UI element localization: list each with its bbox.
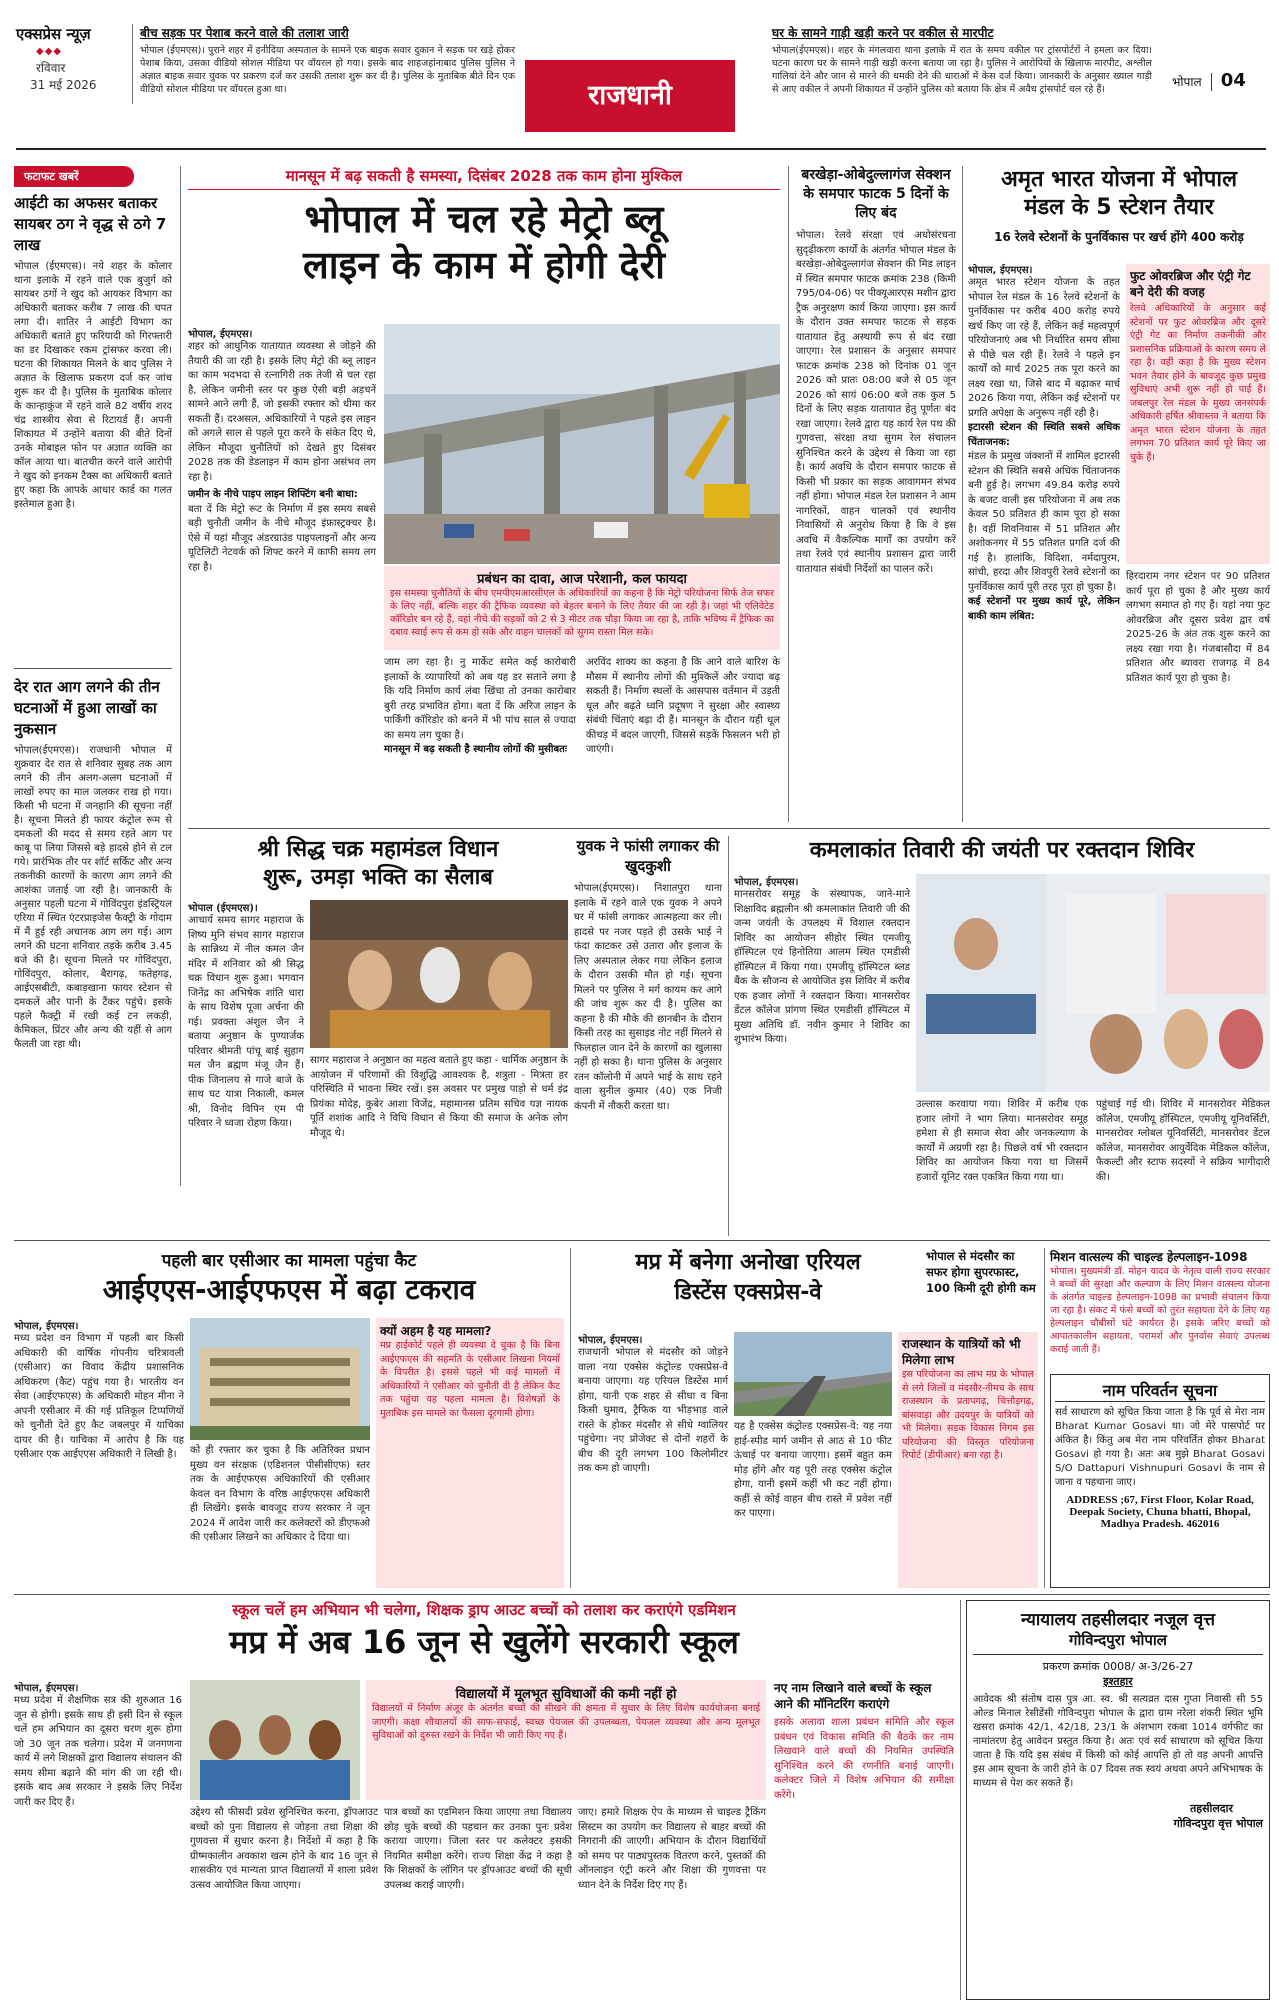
aerial-side: भोपाल से मंदसौर का सफर होगा सुपरफास्ट, 100 किमी दूरी होगी कम: [926, 1249, 1036, 1295]
school-children-image: [190, 1680, 360, 1800]
notice-title: नाम परिवर्तन सूचना: [1055, 1379, 1265, 1402]
kamla-text: मानसरोवर समूह के संस्थापक, जाने-माने शिक्षाविद ब्रह्मलीन श्री कमलाकांत तिवारी जी की जन्म जयंती के उपलक्ष्य में विशाल रक्तदान शिविर का आयोजन सीहोर स्थित एमजीयू हॉस्पिटल एवं हिनोतिया आलम स्थित एमडीसी हॉस्पिटल में किया गया। एमजीयू हॉस्पिटल ब्लड बैंक के सौजन्य से आयोजित इस शिविर में करीब एक हजार लोगों ने रक्तदान किया। मानसरोवर डेंटल कॉलेज प्रांगण स्थित एमडीसी हॉस्पिटल में मुख्य अतिथि डॉ. नवीन कुमार ने शिविर का शुभारंभ किया।: [734, 889, 910, 1045]
mission-text: भोपाल। मुख्यमंत्री डॉ. मोहन यादव के नेतृत्व वाली राज्य सरकार ने बच्चों की सुरक्षा और कल्याण के लिए मिशन वात्सल्य योजना के अंतर्गत चाइल्ड हेल्पलाइन-1098 का प्रभावी संचालन किया जा रहा है। संकट में फंसे बच्चों को तुरंत सहायता देने के लिए यह हेल्पलाइन चौबीसों घंटे कार्यरत है। इसके जरिए बच्चों को आपातकालीन सहायता, परामर्श और पुनर्वास सेवाएं उपलब्ध कराई जाती हैं।: [1050, 1266, 1270, 1355]
acr-story: [14, 1248, 564, 1588]
acr-text2: को ही रफ्तार कर चुका है कि अतिरिक्त प्रधान मुख्य वन संरक्षक (एडिशनल पीसीसीएफ) स्तर तक के आईएफएस अधिकारियों की एसीआर केवल वन विभाग के वरिष्ठ आईएफएस अधिकारी ही लिखेंगे। इसके बावजूद राज्य सरकार ने जून 2024 में आदेश जारी कर कलेक्टरों को डीएफओ की एसीआर लिखने का अधिकार दे दिया था।: [190, 1445, 370, 1543]
aerial-text: राजधानी भोपाल से मंदसौर को जोड़ने वाला नया एक्सेस कंट्रोल्ड एक्सप्रेस-वे बनाया जाएगा। यह एरियल डिस्टेंस मार्ग होगा, यानी एक शहर से सीधा व बिना किसी घुमाव, ट्रैफिक या भीड़भाड़ वाले रास्ते के होकर मंदसौर से सीधे ग्वालियर पहुंचेगा। नए प्रोजेक्ट से दोनों शहरों के बीच की दूरी लगभग 100 किलोमीटर तक कम हो जाएगी।: [578, 1347, 728, 1474]
metro-sub2: मानसून में बढ़ सकती है स्थानीय लोगों की मुसीबतः: [384, 744, 567, 755]
issue-day: रविवार: [36, 61, 66, 75]
brief-left-title: बीच सड़क पर पेशाब करने वाले की तलाश जारी: [140, 26, 349, 40]
metro-photo: [384, 324, 780, 564]
masthead: [0, 0, 1279, 150]
kharkheda-story: [796, 166, 956, 822]
metro-construction-image: [384, 324, 780, 564]
folio-page: 04: [1220, 70, 1246, 91]
metro-caption-box: [384, 566, 780, 650]
metro-text-col1: [188, 326, 376, 816]
aerial-title-1: मप्र में बनेगा अनोखा एरियल: [635, 1250, 861, 1275]
metro-text-col2: [384, 656, 576, 816]
aerial-callout: [734, 1420, 892, 1588]
court-label: इश्तहार: [1103, 1675, 1133, 1688]
court-title-2: गोविन्दपुरा भोपाल: [973, 1630, 1263, 1655]
fatafat-label: फटाफट खबरें: [14, 166, 134, 187]
siddh-byline: भोपाल (ईएमएस)।: [188, 903, 258, 914]
brief-right-title: घर के सामने गाड़ी खड़ी करने पर वकील से मारपीट: [772, 26, 994, 40]
metro-col1b-text: बता दें कि मेट्रो रूट के निर्माण में इस समय सबसे बड़ी चुनौती जमीन के नीचे मौजूद इंफ्रास्ट्रक्चर है। ऐसे में यहां मौजूद अंडरग्राउंड पाइपलाइनों और अन्य यूटिलिटी नेटवर्क को शिफ्ट करने में काफी समय लग रहा है।: [188, 503, 376, 573]
acr-text: मध्य प्रदेश वन विभाग में पहली बार किसी अधिकारी की वार्षिक गोपनीय चरित्रावली (एसीआर) का विवाद केंद्रीय प्रशासनिक अधिकरण (कैट) पहुंच गया है। भारतीय वन सेवा (आईएफएस) के अधिकारी मोहन मीना ने अपनी एसीआर में की गई प्रतिकूल टिप्पणियों को चुनौती देते हुए कैट जबलपुर में याचिका दायर की है। याचिका में आरोप है कि यह एसीआर एक आईएएस अधिकारी ने लिखी है।: [14, 1333, 184, 1460]
acr-building-image: [190, 1318, 370, 1440]
aerial-photo: [734, 1332, 892, 1416]
school-col4: [578, 1806, 766, 2000]
siddh-col1: [188, 900, 304, 1230]
aerial-box-text: इस परियोजना का लाभ मप्र के भोपाल से लगे जिलों व मंदसौर-नीमच के साथ राजस्थान के प्रतापगढ़, चित्तौड़गढ़, बांसवाड़ा और उदयपुर के यात्रियों को भी मिलेगा। सड़क विकास निगम इस परियोजना की विस्तृत परियोजना रिपोर्ट (डीपीआर) बना रहा है।: [902, 1369, 1034, 1461]
kamla-col2: [916, 1098, 1088, 1230]
school-box-title: विद्यालयों में मूलभूत सुविधाओं की कमी नहीं हो: [455, 1687, 677, 1702]
yuvak-text: भोपाल(ईएमएस)। निशातपुरा थाना इलाके में रहने वाले एक युवक ने अपने घर में फांसी लगाकर आत्महत्या कर ली। हादसे पर नजर पड़ते ही उसके भाई ने फंदा काटकर उसे उतारा और इलाज के लिए अस्पताल लेकर गया लेकिन इलाज के दौरान उसकी मौत हो गई। सूचना मिलने पर पुलिस ने मर्ग कायम कर आगे की जांच शुरू कर दी है। पुलिस का कहना है की मौके की छानबीन के दौरान किसी तरह का सुसाइड नोट नहीं मिलने से फिलहाल जान देने के कारणों का खुलासा नहीं हो सका है। थाना पुलिस के अनुसार रतन कॉलोनी में अपने भाई के साथ रहने वाला सुनील कुमार (40) एक निजी कंपनी में नौकरी करता था।: [574, 883, 722, 1112]
school-side: [774, 1680, 954, 2000]
siddh-text: आचार्य समय सागर महाराज के शिष्य मुनि संभव सागर महाराज के सान्निध्य में नील कमल जैन मंदिर में शनिवार को श्री सिद्ध चक्र विधान शुरू हुआ। भगवान जिनेंद्र का अभिषेक शांति धारा के साथ विशेष पूजा अर्चना की गई। प्रवक्ता अंशुल जैन ने बताया अनुष्ठान के पुण्यार्जक परिवार श्रीमती पांचू बाई सुहाग मल जैन ब्रह्मण मंजू जैन हैं। पीक जिनालय से गाजे बाजे के साथ घट यात्रा निकाली, कमल श्री, विनोद विपिन एम पी परिवार ने ध्वजा रोहण किया।: [188, 915, 304, 1129]
school-byline: भोपाल, ईएमएस।: [14, 1683, 79, 1694]
amrit-text3: हिरदाराम नगर स्टेशन पर 90 प्रतिशत कार्य पूरा हो चुका है और मुख्य कार्य लगभग समाप्त हो गए हैं। यहां नया फुट ओवरब्रिज और दूसरा प्रवेश द्वार वर्ष 2025-26 के अंत तक शुरू करने का लक्ष्य रखा गया है। गंजबासौदा में 84 प्रतिशत और ब्यावरा राजगढ़ में 84 प्रतिशत कार्य पूरा हो चुका है।: [1126, 571, 1270, 684]
section-label: राजधानी: [525, 60, 735, 132]
amrit-box-text: रेलवे अधिकारियों के अनुसार कई स्टेशनों पर फुट ओवरब्रिज और दूसरे एंट्री गेट का निर्माण तकनीकी और प्रशासनिक प्रक्रियाओं के कारण समय ले रहा है। वहीं कहा है कि मुख्य स्टेशन भवन तैयार होने के बावजूद कुछ प्रमुख सुविधाएं अभी शुरू नहीं हो पाई हैं। जबलपुर रेल मंडल के मुख्य जनसंपर्क अधिकारी हर्षित श्रीवास्तव ने बताया कि अमृत भारत स्टेशन योजना के तहत लगभग 70 प्रतिशत कार्य पूरे किए जा चुके हैं।: [1130, 303, 1266, 463]
aerial-highway-image: [734, 1332, 892, 1416]
aerial-byline: भोपाल, ईएमएस।: [578, 1335, 643, 1346]
court-case: प्रकरण क्रमांक 0008/ अ-3/26-27: [1042, 1660, 1194, 1673]
fatafat-column: [14, 166, 172, 1186]
acr-kicker: पहली बार एसीआर का मामला पहुंचा कैट: [161, 1251, 417, 1271]
acr-col1: [14, 1318, 184, 1588]
metro-caption-text: इस समस्या चुनौतियों के बीच एमपीएमआरसीएल के अधिकारियों का कहना है कि मेट्रो परियोजना सिर्फ तेज सफर के लिए नहीं, बल्कि शहर की ट्रैफिक व्यवस्था को बेहतर बनाने के लिए तैयार की जा रही है। जहां भी एलिवेटेड कॉरिडोर बन रहे हैं, वहां नीचे की सड़कों को 2 से 3 मीटर तक चौड़ा किया जा रहा है, ताकि भविष्य में ट्रैफिक का दबाव स्वाई रूप से कम हो सके और वाहन चालकों को सुगम रास्ता मिल सके।: [390, 588, 774, 638]
acr-title: आईएएस-आईएफएस में बढ़ा टकराव: [102, 1273, 476, 1306]
siddh-story: [188, 836, 568, 1236]
aerial-box: [898, 1332, 1038, 1588]
siddh-ceremony-image: [310, 900, 568, 1048]
court-sign-1: तहसीलदार: [1189, 1802, 1233, 1815]
amrit-story: [968, 166, 1270, 822]
aerial-box-title: राजस्थान के यात्रियों को भी मिलेगा लाभ: [902, 1337, 1021, 1367]
amrit-title-2: मंडल के 5 स्टेशन तैयार: [1024, 195, 1214, 220]
issue-date: 31 मई 2026: [30, 78, 97, 92]
amrit-col1: [968, 262, 1120, 662]
school-kicker: स्कूल चलें हम अभियान भी चलेगा, शिक्षक ड्राप आउट बच्चों को तलाश कर कराएंगे एडमिशन: [232, 1601, 736, 1619]
metro-col2-text: जाम लग रहा है। नु मार्केट समेत कई कारोबारी इलाकों के व्यापारियों को अब यह डर सताने लगा है कि यदि निर्माण कार्य लंबा खिंचा तो उनका कारोबार बुरी तरह प्रभावित होगा। बता दें कि अरिज लाइन के पार्किंगी कॉरिडोर को बनने में भी पांच साल से ज्यादा का समय लग चुका है।: [384, 657, 576, 741]
siddh-title-1: श्री सिद्ध चक्र महामंडल विधान: [257, 837, 499, 862]
yuvak-title: युवक ने फांसी लगाकर की खुदकुशी: [576, 837, 720, 875]
name-change-notice: [1050, 1374, 1270, 1588]
aerial-story: [578, 1248, 1038, 1588]
brief-left-text: भोपाल (ईएमएस)। पुराने शहर में हनीदिया अस्पताल के सामने एक बाइक सवार दुकान ने सड़क पर खड़े होकर पेशाब किया, उसका वीडियो सोशल मीडिया पर वॉयरल हो गया। इसके बाद शाहजहांनाबाद पुलिस पुलिस ने अज्ञात बाइक सवार युवक पर प्रकरण दर्ज कर उसकी तलाश शुरू कर दी है। पुलिस के मुताबिक बीते दिन एक वीडियो सोशल मीडिया पर वॉयरल हुआ था।: [140, 45, 515, 95]
kamla-photo: [916, 874, 1270, 1092]
amrit-col3: [1126, 570, 1270, 820]
metro-title-1: भोपाल में चल रहे मेट्रो ब्लू: [304, 197, 664, 241]
school-text3: पात्र बच्चों का एडमिशन किया जाएगा तथा विद्यालय छोड़ चुके बच्चों की पहचान कर उनका पुनः प्रवेश कराया जाएगा। जिला स्तर पर कलेक्टर इसकी नियमित समीक्षा करेंगे। राज्य शिक्षा केंद्र ने कहा है कि शिक्षकों के लॉगिन पर ड्रॉपआउट बच्चों की सूची उपलब्ध कराई जाएगी।: [384, 1807, 572, 1891]
metro-col3-text: अरविंद शाक्य का कहना है कि आने वाले बारिश के मौसम में स्थानीय लोगों की मुश्किलें और ज्यादा बढ़ सकती हैं। निर्माण स्थलों के आसपास वर्तमान में उड़ती धूल और बढ़ते ध्वनि प्रदूषण ने सुरक्षा और स्वास्थ्य संबंधी चिंताएं बढ़ा दी हैं। मानसून के दौरान यही धूल कीचड़ में बदल जाएगी, जिससे सड़कें फिसलन भरी हो जाएंगी।: [586, 657, 780, 755]
acr-box: [376, 1318, 564, 1588]
amrit-box-title: फुट ओवरब्रिज और एंट्री गेट बने देरी की वजह: [1130, 269, 1251, 299]
school-col3: [384, 1806, 572, 2000]
amrit-text2: मंडल के प्रमुख जंक्शनों में शामिल इटारसी स्टेशन की स्थिति सबसे अधिक चिंताजनक बनी हुई है। लगभग 49.84 करोड़ रुपये के बजट वाली इस परियोजना में अब तक केवल 50 प्रतिशत ही काम पूरा हो सका है। वहीं शिवनिवास में 51 प्रतिशत और अशोकनगर में 55 प्रतिशत प्रगति दर्ज की गई है। हालांकि, विदिशा, नर्मदापुरम, सांची, हरदा और शिवपुरी रेलवे स्टेशनों का पुनर्विकास कार्य पूरी तरह पूरा हो चुका है।: [968, 451, 1120, 593]
kamla-title: कमलाकांत तिवारी की जयंती पर रक्तदान शिविर: [809, 838, 1195, 863]
metro-kicker: मानसून में बढ़ सकती है समस्या, दिसंबर 2028 तक काम होना मुश्किल: [188, 166, 780, 190]
aerial-title-2: डिस्टेंस एक्सप्रेस-वे: [674, 1280, 822, 1305]
mission-story: [1050, 1248, 1270, 1368]
notice-text: सर्व साधारण को सूचित किया जाता है कि पूर्व से मेरा नाम Bharat Kumar Gosavi था। जो मेरे पासपोर्ट पर अंकित है। किंतु अब मेरा नाम परिवर्तित होकर Bharat Gosavi हो गया है। अतः अब मुझे Bharat Gosavi S/O Dattapuri Vishnupuri Gosavi के नाम से जाना व पहचाना जाए।: [1055, 1407, 1265, 1488]
amrit-deck: 16 रेलवे स्टेशनों के पुनर्विकास पर खर्च होंगे 400 करोड़: [994, 230, 1244, 244]
aerial-callout-text: यह है एक्सेस कंट्रोल्ड एक्सप्रेस-वे: यह नया हाई-स्पीड मार्ग जमीन से आठ से 10 फीट ऊंचाई पर बनाया जाएगा। इसमें बहुत कम मोड़ होंगे और यह पूरी तरह एक्सेस कंट्रोल होगा, यानी इसमें कहीं भी कट नहीं होगा। कहीं से कोई वाहन बीच रास्ते में प्रवेश नहीं कर पाएगा।: [734, 1421, 892, 1519]
kamla-blood-donation-image: [916, 874, 1270, 1092]
kamla-text2: उल्लास करवाया गया। शिविर में करीब एक हजार लोगों ने भाग लिया। मानसरोवर समूह हमेशा से ही समाज सेवा और जनकल्याण के कार्यों में अग्रणी रहा है। पिछले वर्ष भी रक्तदान शिविर का आयोजन किया गया था जिसमें हजारों यूनिट रक्त एकत्रित किया गया था।: [916, 1099, 1088, 1183]
amrit-title-1: अमृत भारत योजना में भोपाल: [1001, 167, 1237, 192]
metro-story: [188, 166, 780, 822]
court-sign-2: गोविन्दपुरा वृत्त भोपाल: [1173, 1817, 1263, 1830]
kamla-story: [734, 836, 1270, 1236]
amrit-box: [1126, 264, 1270, 564]
amrit-sub2: कई स्टेशनों पर मुख्य कार्य पूरे, लेकिन बाकी काम लंबित:: [968, 596, 1120, 622]
metro-text-col3: [586, 656, 780, 816]
kharkheda-title: बरखेड़ा-ओबेदुल्लागंज सेक्शन के समपार फाटक 5 दिनों के लिए बंद: [801, 167, 951, 221]
acr-box-text: मप्र हाईकोर्ट पहले ही व्यवस्था दे चुका है कि बिना आईएफएस की सहमति के एसीआर लिखना नियमों के विपरीत है। इससे पहले भी कई मामलों में अधिकारियों ने एसीआर को चुनौती दी है लेकिन कैट तक पहुंचा यह पहला मामला है। विशेषज्ञों के मुताबिक इस मामले का फैसला दूरगामी होगा।: [380, 1340, 560, 1419]
kamla-text3: पहुंचाई गई थी। शिविर में मानसरोवर मेडिकल कॉलेज, एमजीयू हॉस्पिटल, एमजीयू यूनिवर्सिटी, मानसरोवर ग्लोबल यूनिवर्सिटी, मानसरोवर डेंटल कॉलेज, मानसरोवर आयुर्वेदिक मेडिकल कॉलेज, फैकल्टी और स्टाफ सदस्यों ने सक्रिय भागीदारी की।: [1096, 1099, 1270, 1183]
school-text: मध्य प्रदेश में शैक्षणिक सत्र की शुरुआत 16 जून से होगी। इसके साथ ही इसी दिन से स्कूल चलें हम अभियान का दूसरा चरण शुरू होगा जो 30 जून तक चलेगा। प्रदेश में जनगणना कार्य में लगे शिक्षकों द्वारा विद्यालय संचालन की समय सीमा बढ़ाने की मांग की जा रही थी। इसके बाद अब सरकार ने इसके लिए निर्देश जारी कर दिए हैं।: [14, 1695, 182, 1808]
page-folio: [1172, 70, 1272, 100]
aerial-col1: [578, 1332, 728, 1588]
siddh-photo: [310, 900, 568, 1048]
school-text2: उद्देश्य सौ फीसदी प्रवेश सुनिश्चित करना, ड्रॉपआउट बच्चों को पुनः विद्यालय से जोड़ना तथा शिक्षा की गुणवत्ता में सुधार करना है। निर्देशों में कहा है कि ग्रीष्मकालीन अवकाश खत्म होने के बाद 16 जून से शासकीय एवं मान्यता प्राप्त विद्यालयों में शाला प्रवेश उत्सव आयोजित किया जाएगा।: [190, 1807, 378, 1891]
metro-sub1: जमीन के नीचे पाइप लाइन शिफ्टिंग बनी बाधा:: [188, 489, 358, 500]
brief-right-text: भोपाल(ईएमएस)। शहर के मंगलवारा थाना इलाके में रात के समय वकील पर ट्रांसपोर्टरों ने हमला कर दिया। घटना कारण घर के सामने गाड़ी खड़ी करना बताया जा रहा है। पुलिस ने आरोपियों के खिलाफ मारपीट, अश्लील गालियां देने और जान से मारने की धमकी देने की धाराओं में केस दर्ज किया। जानकारी के अनुसार ख्याल गाड़ी से आए वकील ने अपनी शिकायत में उन्होंने पुलिस को बताया कि क्षेत्र में अवैध ट्रांसपोर्ट चल रहे हैं।: [772, 45, 1152, 95]
brand-name: एक्सप्रेस न्यूज़: [16, 25, 91, 43]
aerial-headline: [578, 1248, 918, 1318]
fatafat-story2-title: देर रात आग लगने की तीन घटनाओं में हुआ लाखों का नुकसान: [14, 678, 160, 738]
metro-byline: भोपाल, ईएमएस।: [188, 329, 253, 340]
school-text4: जाए। हमारे शिक्षक ऐप के माध्यम से चाइल्ड ट्रैकिंग सिस्टम का उपयोग कर विद्यालय से बाहर बच्चों की निगरानी की जाएगी। अभियान के दौरान विद्यार्थियों को समय पर पाठ्यपुस्तक वितरण करने, पुस्तकों की ऑनलाइन एंट्री करने और शिक्षा की गुणवत्ता पर ध्यान देने के निर्देश दिए गए हैं।: [578, 1807, 766, 1891]
metro-col1-text: शहर को आधुनिक यातायात व्यवस्था से जोड़ने की तैयारी की जा रही है। इसके लिए मेट्रो की ब्लू लाइन का काम भदभदा से रत्नागिरी तक तेजी से चल रहा है, लेकिन जमीनी स्तर पर कुछ ऐसी बड़ी अड़चनें सामने आने लगी हैं, जो इसकी रफ्तार को धीमा कर सकती हैं। दरअसल, अधिकारियों ने पहले इस लाइन को अगले साल से पहले पूरा करने के संकेत दिए थे, लेकिन मौजूदा चुनौतियों को देखते हुए दिसंबर 2028 तक की डेडलाइन में काम होना असंभव लग रहा है।: [188, 341, 376, 483]
school-photo: [190, 1680, 360, 1800]
school-side-title: नए नाम लिखाने वाले बच्चों के स्कूल आने की मॉनिटरिंग कराएंगे: [774, 1681, 932, 1711]
folio-city: भोपाल: [1172, 75, 1202, 89]
court-text: आवेदक श्री संतोष दास पुत्र आ. स्व. श्री सत्यव्रत दास गुप्ता निवासी सी 55 ओल्ड मिनाल रेसीडेंसी गोविन्दपुरा भोपाल के द्वारा ग्राम नरेला शंकरी स्थित भूमि खसरा क्रमांक 42/1, 42/18, 23/1 के अंशभाग रकबा 1014 वर्गफीट का नामांतरण हेतु आवेदन प्रस्तुत किया है। अतः एवं सर्व साधारण को सूचित किया जाता है कि यदि इस संबंध में किसी को कोई आपत्ति हो तो वह अपनी आपत्ति इस आम सूचना के जारी होने के 07 दिवस तक स्वयं अथवा अपने अभिभाषक के माध्यम से पेश कर सकते हैं।: [973, 1694, 1263, 1789]
acr-byline: भोपाल, ईएमएस।: [14, 1321, 79, 1332]
school-box-text: विद्यालयों में निर्माण अंजूर के अंतर्गत बच्चों की सीखने की क्षमता में सुधार के लिए विशेष कार्ययोजना बनाई जाएगी। कक्षा शौचालयों की साफ-सफाई, स्वच्छ पेयजल की उपलब्धता, पेयजल व्यवस्था और अन्य मूलभूत सुविधाओं को दुरुस्त रखने के निर्देश भी जारी किए गए हैं।: [372, 1703, 760, 1741]
siddh-text2: सागर महाराज ने अनुष्ठान का महत्व बताते हुए कहा - धार्मिक अनुष्ठान के आयोजन में परिणामों की विशुद्धि आवश्यक है, शत्रुता - मित्रता हर परिस्थिति में भावना स्थिर रखें। इस अवसर पर प्रमुख पाड़ो से धर्म इंद्र प्रियंका मोदेह, कुबेर आशा विजेंद्र, महामानस प्रतिम सचिव यज्ञ नायक पूर्ति शशांक आदि ने विधि विधान से किया की समाज के अनेक लोग मौजूद थे।: [310, 1055, 568, 1139]
school-box: [366, 1680, 766, 1800]
kamla-col3: [1096, 1098, 1270, 1230]
kharkheda-text: भोपाल। रेलवे संरक्षा एवं अधोसंरचना सुदृढ़ीकरण कार्यों के अंतर्गत भोपाल मंडल के बरखेड़ा-ओबेदुल्लागंज सेक्शन की मिड लाइन में स्थित समपार फाटक क्रमांक 238 (किमी 795/04-06) पर पीक्यूआरएस मशीन द्वारा ट्रैक अनुरक्षण कार्य किया जाएगा। इस कार्य के दौरान उक्त समपार फाटक से सड़क यातायात हेतु अस्थायी रूप से बंद रखा जाएगा। रेल प्रशासन के अनुसार समपार फाटक क्रमांक 238 को दिनांक 01 जून 2026 को प्रातः 08:00 बजे से 05 जून 2026 को सायं 06:00 बजे तक कुल 5 दिनों के लिए सड़क यातायात हेतु पूर्णतः बंद रखा जाएगा। रेलवे द्वारा यह कार्य रेल पथ की गुणवत्ता, संरक्षा तथा सुगम रेल संचालन सुनिश्चित करने के उद्देश्य से किया जा रहा है। कार्य अवधि के दौरान समपार फाटक से किसी भी प्रकार का सड़क आवागमन संभव नहीं होगा। भोपाल मंडल रेल प्रशासन ने आम नागरिकों, वाहन चालकों एवं स्थानीय निवासियों से अनुरोध किया है कि वे इस अवधि में वैकल्पिक मार्गों का उपयोग करें तथा रेलवे एवं स्थानीय प्रशासन द्वारा जारी यातायात संबंधी निर्देशों का पालन करें।: [796, 230, 956, 575]
acr-col2: [190, 1444, 370, 1588]
mission-title: मिशन वात्सल्य की चाइल्ड हेल्पलाइन-1098: [1050, 1250, 1248, 1264]
amrit-byline: भोपाल, ईएमएस।: [968, 265, 1033, 276]
brand-ornament: ◆◆◆: [36, 46, 63, 57]
brief-right: [772, 24, 1152, 114]
metro-caption-title: प्रबंधन का दावा, आज परेशानी, कल फायदा: [477, 572, 687, 587]
acr-box-title: क्यों अहम है यह मामला?: [380, 1324, 492, 1338]
brand-block: [16, 24, 128, 92]
school-col1: [14, 1680, 182, 2000]
acr-photo: [190, 1318, 370, 1440]
metro-title-2: लाइन के काम में होगी देरी: [303, 243, 665, 287]
school-col2: [190, 1806, 378, 2000]
fatafat-story1-title: आईटी का अफसर बताकर सायबर ठग ने वृद्ध से ठगे 7 लाख: [14, 194, 167, 254]
amrit-sub1: इटारसी स्टेशन की स्थिति सबसे अधिक चिंताजनक:: [968, 422, 1120, 448]
court-notice: [966, 1600, 1270, 2000]
siddh-col2: [310, 1054, 568, 1230]
fatafat-story1-text: भोपाल (ईएमएस)। नये शहर के कोलार थाना इलाके में रहने वाले एक बुजुर्ग को सायबर ठगों ने खुद को आयकर विभाग का अधिकारी बताकर करीब 7 लाख की चपत लगा दी। शातिर ने आईटी विभाग का अधिकारी बताते हुए फरियादी को गिरफ्तारी का डर दिखाकर रकम ट्रांसफर करवा ली। घटना की शिकायत मिलने के बाद पुलिस ने अज्ञात के खिलाफ प्रकरण दर्ज कर जांच शुरू कर दी है। पुलिस के मुताबिक कोलार के कान्हाकुंज में रहने वाले 82 वर्षीय शरद चंद्र शास्त्रीय सेवा से रिटायर्ड हैं। अपनी शिकायत में उन्होंने बताया की बीते दिनों उनके मोबाइल फोन पर अज्ञात व्यक्ति का कॉल आया था। बातचीत करने वाले आरोपी ने खुद को इनकम टैक्स का अधिकारी बताते हुए कहा कि आपके आधार कार्ड का गलत इस्तेमाल हुआ है।: [14, 261, 172, 510]
kamla-col1: [734, 874, 910, 1230]
school-side-text: इसके अलावा शाला प्रबंधन समिति और स्कूल प्रबंधन एवं विकास समिति की बैठकें कर नाम लिखवाने वाले बच्चों की नियमित उपस्थिति सुनिश्चित करने की रणनीति बनाई जाएगी। कलेक्टर जिले में विशेष अभियान की समीक्षा करेंगे।: [774, 1717, 954, 1801]
brief-left: [140, 24, 515, 114]
notice-address: ADDRESS ;67, First Floor, Kolar Road, Deepak Society, Chuna bhatti, Bhopal, Madhya Pradesh. 462016: [1066, 1494, 1254, 1530]
school-story: [14, 1600, 954, 2000]
amrit-text: अमृत भारत स्टेशन योजना के तहत भोपाल रेल मंडल के 16 रेलवे स्टेशनों के पुनर्विकास पर करीब 400 करोड़ रुपये खर्च किए जा रहे हैं, लेकिन कई महत्वपूर्ण परियोजनाएं अब भी निर्धारित समय सीमा से पीछे चल रही हैं। रेलवे ने पहले इन कार्यों को मार्च 2025 तक पूरा करने का लक्ष्य रखा था, जिसे बाद में बढ़ाकर मार्च 2026 किया गया, लेकिन कई स्टेशनों पर प्रगति अपेक्षा के अनुरूप नहीं रही है।: [968, 277, 1120, 419]
yuvak-story: [574, 836, 722, 1236]
siddh-title-2: शुरू, उमड़ा भक्ति का सैलाब: [263, 865, 493, 890]
kamla-byline: भोपाल, ईएमएस।: [734, 877, 799, 888]
fatafat-story2-text: भोपाल(ईएमएस)। राजधानी भोपाल में शुक्रवार देर रात से शनिवार सुबह तक आग लगने की तीन अलग-अलग घटनाओं में लाखों रुपए का माल जलकर राख हो गया। किसी भी घटना में जनहानि की सूचना नहीं है। सूचना मिलते ही फायर कंट्रोल रूम से दमकलों की मदद से समय रहते आग पर काबू पा लिया जिससे बड़े हादसे होने से टल गये। प्रारंभिक तौर पर शॉर्ट सर्किट और अन्य तकनीकी कारणों के कारण आग लगने की आशंका जताई जा रही है। जानकारी के अनुसार पहली घटना में गोविंदपुरा इंडस्ट्रियल एरिया में स्थित एंटरप्राइजेस फैक्ट्री के गोदाम में मैं हुई रही अचानक आग लग गई। आग लगने की घटना शनिवार तड़के करीब 3.45 बजे की है। सूचना मिलते पर गोविंदपुरा, गोविंदपुरा, कोलार, बैरागढ़, फतेहगढ़, आईएसबीटी, कबाड़खाना फायर स्टेशन से दमकलें और पानी के टैंकर पहुंचे। इसके पहले फैक्ट्री में रखी कई टन लकड़ी, केमिकल, प्रिंटर और अन्य की यहीं से आग फैलती जा रहा थी।: [14, 745, 172, 1050]
court-title-1: न्यायालय तहसीलदार नजूल वृत्त: [1021, 1610, 1215, 1630]
school-title: मप्र में अब 16 जून से खुलेंगे सरकारी स्कूल: [229, 1623, 739, 1661]
